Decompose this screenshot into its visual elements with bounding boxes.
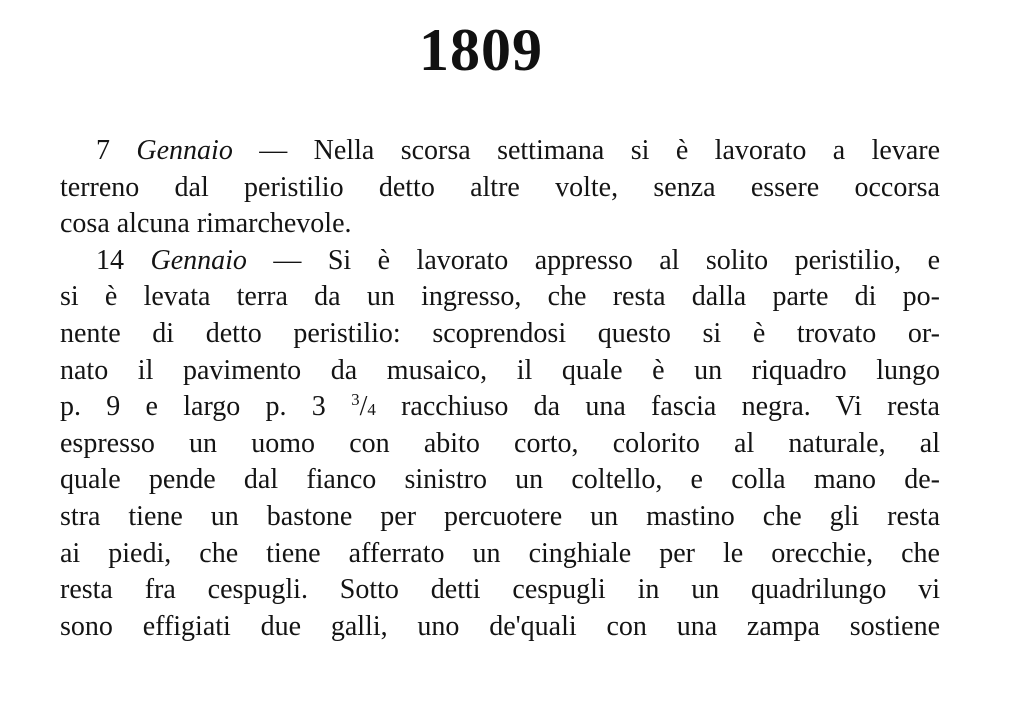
text-line: si è levata terra da un ingresso, che resta dalla parte di po- [60, 281, 940, 313]
fraction-text-line [60, 389, 940, 426]
text-line: nente di detto peristilio: scoprendosi questo si è trovato or- [60, 317, 940, 349]
fraction-slash: / [359, 391, 368, 423]
entry-2-text: Si è lavorato appresso al solito peristilio, e [327, 244, 941, 276]
text-line: terreno dal peristilio detto altre volte, senza essere occorsa [60, 171, 940, 203]
text-line: cosa alcuna rimarchevole. [60, 208, 352, 240]
text-line: espresso un uomo con abito corto, colorito al naturale, al [60, 427, 940, 459]
entry-1-first-line [60, 133, 940, 170]
text-line: stra tiene un bastone per percuotere un mastino che gli resta [60, 500, 940, 532]
entry-2-month: Gennaio [150, 244, 247, 276]
entry-2-first-line [60, 243, 940, 280]
document-body [60, 133, 940, 645]
text-line: nato il pavimento da musaico, il quale è un riquadro lungo [60, 354, 940, 386]
text-line: quale pende dal fianco sinistro un coltello, e colla mano de- [60, 464, 940, 496]
fraction-numerator: 3 [351, 390, 360, 410]
entry-1-text: Nella scorsa settimana si è lavorato a levare [313, 135, 941, 166]
entry-1-day: 7 [96, 135, 110, 166]
text-line: resta fra cespugli. Sotto detti cespugli in un quadrilungo vi [60, 574, 940, 606]
entry-2-dash: — [246, 244, 328, 276]
entry-2-day: 14 [96, 244, 124, 276]
text-line: ai piedi, che tiene afferrato un cinghiale per le orecchie, che [60, 537, 940, 569]
year-heading: 1809 [419, 17, 543, 83]
entry-1-month: Gennaio [136, 135, 233, 166]
entry-1-dash: — [232, 135, 314, 166]
fraction-line-after: racchiuso da una fascia negra. Vi resta [375, 391, 940, 423]
fraction-denominator: 4 [367, 400, 376, 420]
fraction-line-before: p. 9 e largo p. 3 [60, 391, 352, 423]
text-line: sono effigiati due galli, uno de'quali con una zampa sostiene [60, 610, 940, 642]
